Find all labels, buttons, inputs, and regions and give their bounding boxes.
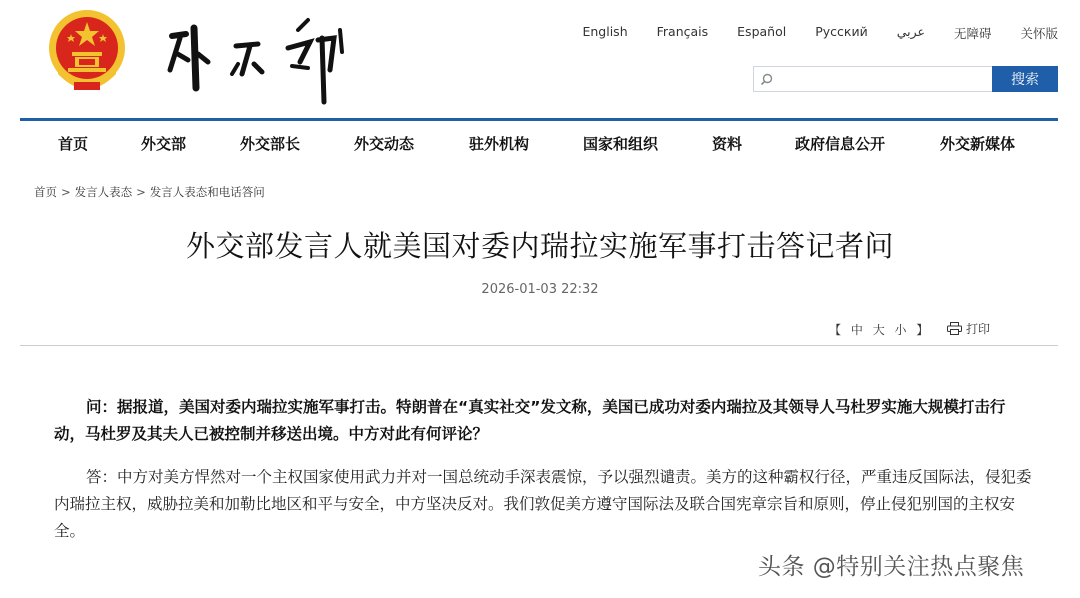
lang-french-link[interactable]: Français [656,24,709,39]
nav-item-government-info[interactable]: 政府信息公开 [795,135,886,153]
article-divider [20,345,1058,346]
source-watermark: 头条 @特别关注热点聚焦 [758,554,1025,580]
breadcrumb-separator: > [136,185,146,199]
article-title: 外交部发言人就美国对委内瑞拉实施军事打击答记者问 [185,229,894,263]
font-size-control [826,321,931,338]
lang-english-link[interactable]: English [582,24,628,39]
breadcrumb-spokesperson[interactable]: 发言人表态 [74,185,133,199]
font-size-small-button[interactable]: 小 [894,323,907,337]
font-size-large-button[interactable]: 中 [850,323,863,337]
nav-item-resources[interactable]: 资料 [712,135,743,153]
printer-icon [947,322,962,335]
article-answer: 答：中方对美方悍然对一个主权国家使用武力并对一国总统动手深表震惊，予以强烈谴责。美方的这种霸权行径，严重违反国际法，侵犯委内瑞拉主权，威胁拉美和加勒比地区和平与安全，中方坚决反对。我们敦促美方遵守国际法及联合国宪章宗旨和原则，停止侵犯别国的主权安全。 [54,468,1032,540]
nav-item-home[interactable]: 首页 [58,135,89,153]
search-icon [760,73,773,86]
font-size-medium-button[interactable]: 大 [872,323,885,337]
print-label: 打印 [966,322,991,336]
elderly-care-link[interactable]: 关怀版 [1020,26,1058,41]
lang-russian-link[interactable]: Русский [815,24,868,39]
accessibility-link[interactable]: 无障碍 [953,26,992,41]
search-button[interactable]: 搜索 [992,66,1058,92]
nav-item-missions-abroad[interactable]: 驻外机构 [469,135,530,153]
nav-item-countries-organizations[interactable]: 国家和组织 [583,135,659,153]
font-size-bracket-close: 】 [916,323,929,337]
search-bar [753,66,1058,92]
breadcrumb-separator: > [61,185,71,199]
ministry-calligraphy-logo[interactable] [158,8,358,108]
search-input[interactable] [753,66,992,92]
breadcrumb [34,184,265,200]
nav-item-diplomatic-activities[interactable]: 外交动态 [354,135,415,153]
lang-spanish-link[interactable]: Español [737,24,787,39]
print-button[interactable] [947,320,990,337]
main-nav [20,121,1058,165]
nav-item-minister[interactable]: 外交部长 [240,135,301,153]
article-date: 2026-01-03 22:32 [481,282,599,297]
lang-arabic-link[interactable]: عربي [896,24,925,39]
font-size-bracket-open: 【 [829,323,842,337]
nav-item-new-media[interactable]: 外交新媒体 [940,135,1016,153]
breadcrumb-spokesperson-qa[interactable]: 发言人表态和电话答问 [149,185,265,199]
breadcrumb-home[interactable]: 首页 [34,185,57,199]
article-question: 问：据报道，美国对委内瑞拉实施军事打击。特朗普在“真实社交”发文称，美国已成功对委内瑞拉及其领导人马杜罗实施大规模打击行动，马杜罗及其夫人已被控制并移送出境。中方对此有何评论？ [54,398,1006,443]
national-emblem-icon[interactable] [44,6,130,96]
site-header [0,0,1080,118]
nav-item-ministry[interactable]: 外交部 [141,135,187,153]
language-bar [553,24,1058,42]
